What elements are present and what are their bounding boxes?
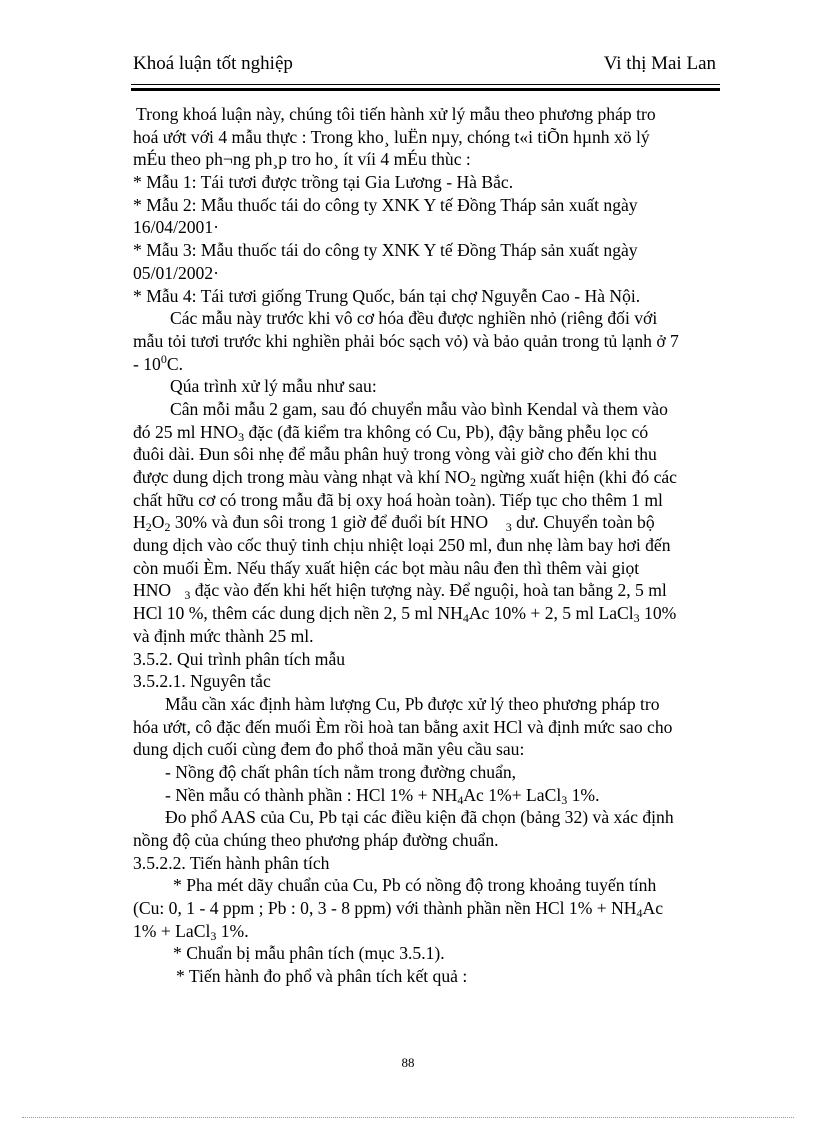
text-line: mÉu theo ph¬ng ph¸p tro ho¸ ít víi 4 mÉu thùc : <box>133 149 471 170</box>
header-rule-thick <box>131 88 720 91</box>
document-body <box>133 103 721 988</box>
text-line: - $10^0C$. <box>133 351 183 374</box>
text-line: (Cu: 0, 1 - 4 ppm ; Pb : 0, 3 - 8 ppm) với thành phần nền HCl $1\% + NH_4Ac$ <box>133 898 664 921</box>
text-line: đó 25 ml $HNO_3$ đặc (đã kiểm tra không có Cu, Pb), đậy bằng phễu lọc có <box>133 421 649 444</box>
text-line: * Pha mét dãy chuẩn của Cu, Pb có nồng độ trong khoảng tuyến tính <box>173 875 657 896</box>
text-line: hóa ướt, cô đặc đến muối Èm rồi hoà tan bằng axit HCl và định mức sao cho <box>133 716 673 737</box>
text-line: HCl 10 %, thêm các dung dịch nền 2, 5 ml $NH_4Ac$ 10% + 2, 5 ml LaCl$_3$ 10% <box>133 603 677 626</box>
text-line: được dung dịch trong màu vàng nhạt và khí $NO_2$ ngừng xuất hiện (khi đó các <box>133 467 677 489</box>
text-line: Đo phổ AAS của Cu, Pb tại các điều kiện đã chọn (bảng 32) và xác định <box>165 807 674 828</box>
text-line: * Tiến hành đo phổ và phân tích kết quả : <box>176 966 468 987</box>
text-line: * Mẫu 2: Mẫu thuốc tái do công ty XNK Y tế Đồng Tháp sản xuất ngày <box>133 194 638 215</box>
text-line: Trong khoá luận này, chúng tôi tiến hành xử lý mẫu theo phương pháp tro <box>136 104 656 124</box>
section-heading: 3.5.2.2. Tiến hành phân tích <box>133 852 330 873</box>
text-line: Cân mỗi mẫu 2 gam, sau đó chuyển mẫu vào bình Kendal và them vào <box>170 398 668 419</box>
text-line: - Nền mẫu có thành phần : HCl $1\% + NH_4Ac$ 1%+ LaCl$_3$ 1%. <box>165 784 600 807</box>
section-heading: 3.5.2. Qui trình phân tích mẫu <box>133 648 346 669</box>
text-line: 16/04/2001· <box>133 217 220 238</box>
text-line: và định mức thành 25 ml. <box>133 625 314 646</box>
text-line: Các mẫu này trước khi vô cơ hóa đều được nghiền nhỏ (riêng đối với <box>170 308 658 329</box>
text-line: 05/01/2002· <box>133 262 220 283</box>
text-line: Mẫu cần xác định hàm lượng Cu, Pb được xử lý theo phương pháp tro <box>165 693 660 714</box>
text-line: hoá ướt với 4 mẫu thực : Trong kho¸ luËn nµy, chóng t«i tiÕn hµnh xö lý <box>133 126 650 147</box>
text-line: đuôi dài. Đun sôi nhẹ để mẫu phân huỷ trong vòng vài giờ cho đến khi thu <box>133 444 657 465</box>
text-line: * Chuẩn bị mẫu phân tích (mục 3.5.1). <box>173 943 445 964</box>
text-line: * Mẫu 3: Mẫu thuốc tái do công ty XNK Y tế Đồng Tháp sản xuất ngày <box>133 240 638 261</box>
text-line: dung dịch cuối cùng đem đo phổ thoả mãn yêu cầu sau: <box>133 739 525 760</box>
text-line: còn muối Èm. Nếu thấy xuất hiện các bọt màu nâu đen thì thêm vài giọt <box>133 557 640 578</box>
text-line: mẫu tỏi tươi trước khi nghiền phải bóc sạch vỏ) và bảo quản trong tủ lạnh ở 7 <box>133 330 679 351</box>
text-line: nồng độ của chúng theo phương pháp đường chuẩn. <box>133 830 499 850</box>
text-line: * Mẫu 4: Tái tươi giống Trung Quốc, bán tại chợ Nguyễn Cao - Hà Nội. <box>133 285 641 306</box>
text-line: $H_2O_2$ 30% và đun sôi trong 1 giờ để đuổi bít HNO $_3$ dư. Chuyển toàn bộ <box>133 512 655 535</box>
text-line: 1% + LaCl$_3$ 1%. <box>133 920 249 943</box>
header-title: Khoá luận tốt nghiệp <box>133 53 293 74</box>
text-line: - Nồng độ chất phân tích nằm trong đường chuẩn, <box>165 761 517 782</box>
page-bottom-border <box>22 1117 794 1118</box>
header-rule-thin <box>131 84 720 85</box>
page-number: 88 <box>401 1055 415 1070</box>
text-line: chất hữu cơ có trong mẫu đã bị oxy hoá hoàn toàn). Tiếp tục cho thêm 1 ml <box>133 489 663 510</box>
text-line: HNO $_3$ đặc vào đến khi hết hiện tượng này. Để nguội, hoà tan bằng 2, 5 ml <box>133 580 667 603</box>
section-heading: 3.5.2.1. Nguyên tắc <box>133 671 271 692</box>
text-line: Qúa trình xử lý mẫu như sau: <box>170 376 377 397</box>
text-line: * Mẫu 1: Tái tươi được trồng tại Gia Lương - Hà Bắc. <box>133 172 514 193</box>
text-line: dung dịch vào cốc thuỷ tinh chịu nhiệt loại 250 ml, đun nhẹ làm bay hơi đến <box>133 535 671 556</box>
header-author: Vi thị Mai Lan <box>603 53 716 74</box>
